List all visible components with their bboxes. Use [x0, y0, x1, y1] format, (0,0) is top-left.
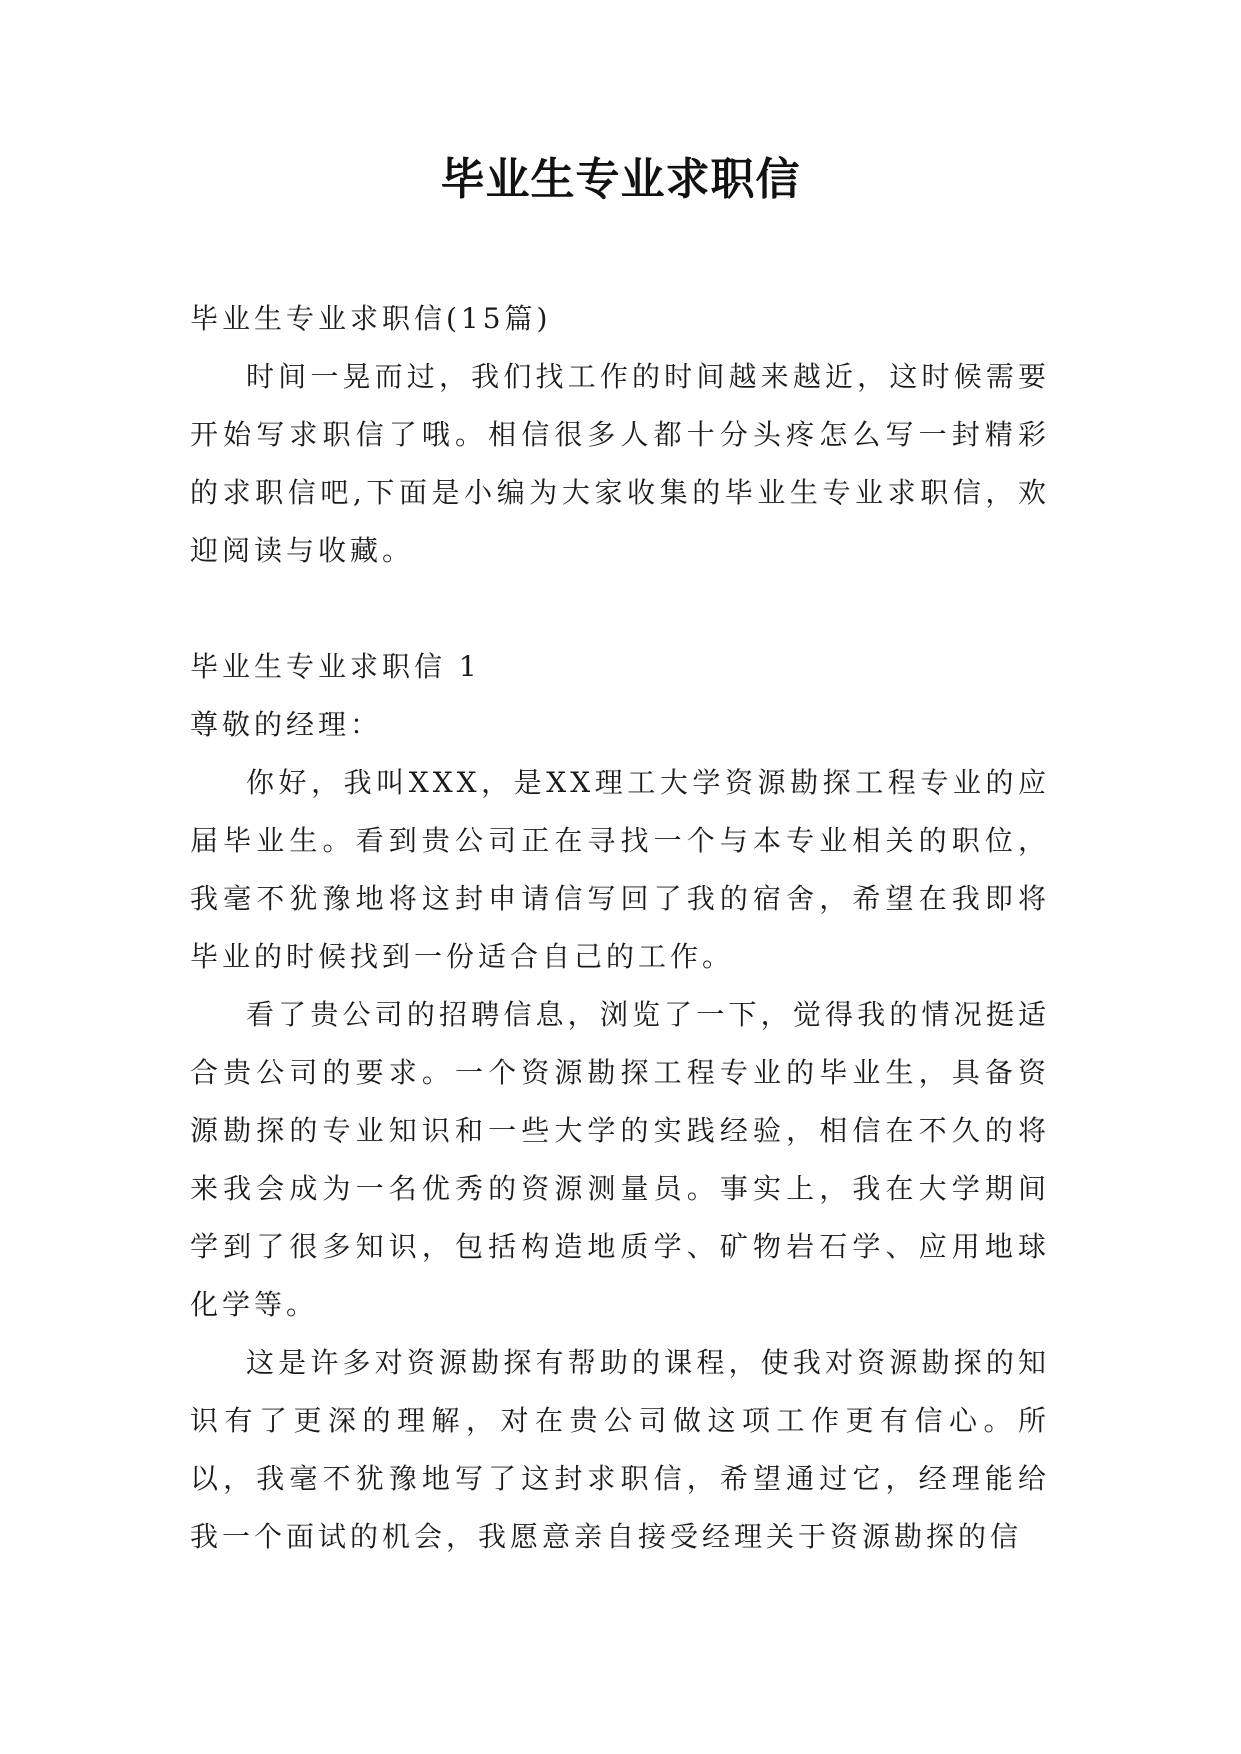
document-body — [190, 290, 1050, 1566]
section-heading: 毕业生专业求职信 1 — [190, 650, 481, 683]
letter-paragraph-2: 看了贵公司的招聘信息，浏览了一下，觉得我的情况挺适合贵公司的要求。一个资源勘探工程专业的毕业生，具备资源勘探的专业知识和一些大学的实践经验，相信在不久的将来我会成为一名优秀的资源测量员。事实上，我在大学期间学到了很多知识，包括构造地质学、矿物岩石学、应用地球化学等。 — [190, 998, 1050, 1321]
letter-paragraph-1: 你好，我叫XXX，是XX理工大学资源勘探工程专业的应届毕业生。看到贵公司正在寻找一个与本专业相关的职位，我毫不犹豫地将这封申请信写回了我的宿舍，希望在我即将毕业的时候找到一份适合自己的工作。 — [190, 766, 1050, 973]
document-title: 毕业生专业求职信 — [440, 154, 801, 205]
section-spacer — [190, 580, 1050, 638]
letter-paragraph-3: 这是许多对资源勘探有帮助的课程，使我对资源勘探的知识有了更深的理解，对在贵公司做这项工作更有信心。所以，我毫不犹豫地写了这封求职信，希望通过它，经理能给我一个面试的机会，我愿意亲自接受经理关于资源勘探的信 — [190, 1346, 1050, 1553]
document-subtitle: 毕业生专业求职信(15篇) — [190, 302, 552, 335]
letter-salutation: 尊敬的经理： — [190, 708, 383, 741]
intro-paragraph: 时间一晃而过，我们找工作的时间越来越近，这时候需要开始写求职信了哦。相信很多人都十分头疼怎么写一封精彩的求职信吧,下面是小编为大家收集的毕业生专业求职信，欢迎阅读与收藏。 — [190, 360, 1050, 567]
